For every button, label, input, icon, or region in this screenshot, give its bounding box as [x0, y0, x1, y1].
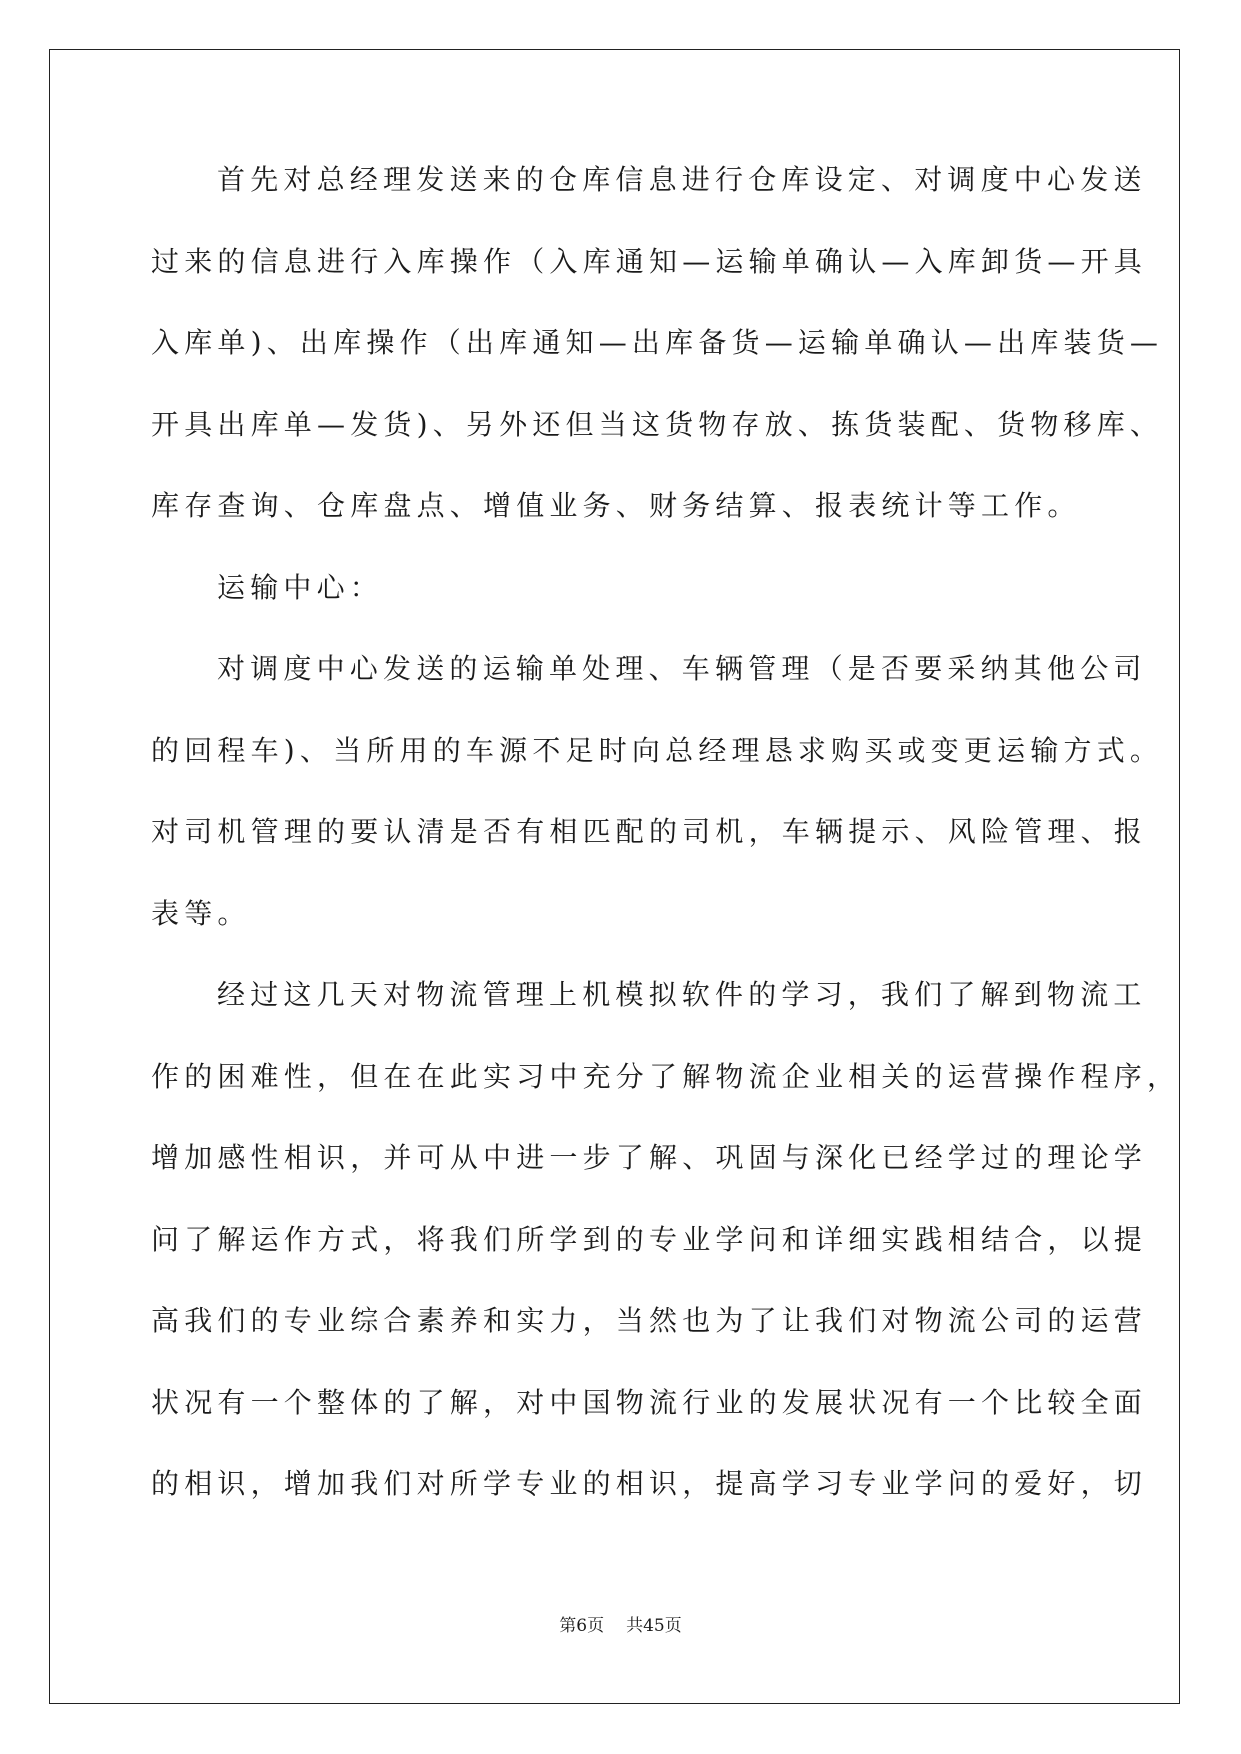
page-total: 共45页: [626, 1616, 682, 1636]
paragraph-line: 问了解运作方式，将我们所学到的专业学问和详细实践相结合，以提: [151, 1222, 1148, 1256]
page-footer: [0, 1616, 1241, 1636]
paragraph-line: 状况有一个整体的了解，对中国物流行业的发展状况有一个比较全面: [151, 1385, 1148, 1419]
section-heading: 运输中心：: [217, 570, 384, 604]
paragraph-line: 经过这几天对物流管理上机模拟软件的学习，我们了解到物流工: [217, 978, 1147, 1011]
paragraph-line: 对调度中心发送的运输单处理、车辆管理（是否要采纳其他公司: [217, 652, 1147, 685]
paragraph-line: 入库单)、出库操作（出库通知—出库备货—运输单确认—出库装货—: [151, 326, 1164, 359]
paragraph-line: 的回程车)、当所用的车源不足时向总经理恳求购买或变更运输方式。: [151, 733, 1164, 767]
paragraph-line: 增加感性相识，并可从中进一步了解、巩固与深化已经学过的理论学: [151, 1141, 1148, 1174]
paragraph-line: 的相识，增加我们对所学专业的相识，提高学习专业学问的爱好，切: [151, 1467, 1148, 1500]
paragraph-line: 首先对总经理发送来的仓库信息进行仓库设定、对调度中心发送: [217, 163, 1147, 196]
paragraph-line: 开具出库单—发货)、另外还但当这货物存放、拣货装配、货物移库、: [151, 407, 1164, 441]
paragraph-line: 高我们的专业综合素养和实力，当然也为了让我们对物流公司的运营: [151, 1304, 1148, 1337]
paragraph-line: 作的困难性，但在在此实习中充分了解物流企业相关的运营操作程序，: [151, 1059, 1181, 1093]
paragraph-line: 对司机管理的要认清是否有相匹配的司机，车辆提示、风险管理、报: [151, 815, 1148, 848]
document-body: [151, 160, 1181, 1546]
page-number: 第6页: [559, 1616, 605, 1636]
paragraph-line: 表等。: [151, 896, 251, 930]
paragraph-line: 过来的信息进行入库操作（入库通知—运输单确认—入库卸货—开具: [151, 244, 1148, 278]
paragraph-line: 库存查询、仓库盘点、增值业务、财务结算、报表统计等工作。: [151, 489, 1081, 522]
